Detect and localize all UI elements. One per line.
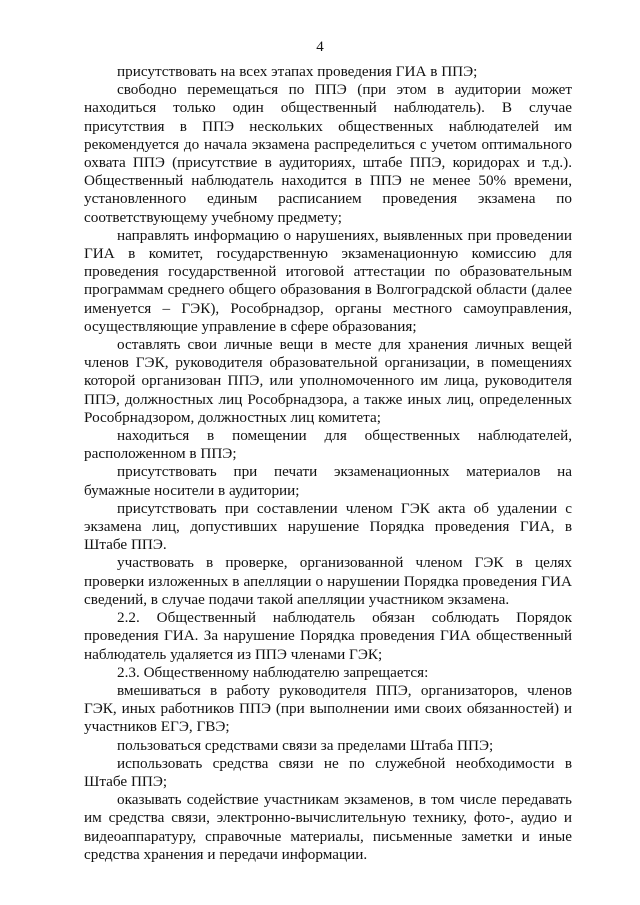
paragraph: присутствовать на всех этапах проведения ГИА в ППЭ; [117,63,478,80]
document-body [84,63,572,864]
paragraph: 2.3. Общественному наблюдателю запрещается: [117,663,429,681]
paragraph: оказывать содействие участникам экзаменов, в том числе передавать им средства связи, электронно-вычислительную технику, фото-, аудио и видеоаппаратуру, справочные материалы, письменные заметки и иные средства хранения и передачи информации. [84,791,572,863]
paragraph: присутствовать при составлении членом ГЭК акта об удалении с экзамена лиц, допустивших нарушение Порядка проведения ГИА, в Штабе ППЭ. [84,499,572,554]
paragraph: направлять информацию о нарушениях, выявленных при проведении ГИА в комитет, государственную экзаменационную комиссию для проведения государственной итоговой аттестации по образовательным программам среднего общего образования в Волгоградской области (далее именуется – ГЭК), Рособрнадзор, органы местного самоуправления, осуществляющие управление в сфере образования; [84,226,572,335]
paragraph: свободно перемещаться по ППЭ (при этом в аудитории может находиться только один общественный наблюдатель). В случае присутствия в ППЭ нескольких общественных наблюдателей им рекомендуется до начала экзамена распределиться с учетом оптимального охвата ППЭ (присутствие в аудиториях, штабе ППЭ, коридорах и т.д.). Общественный наблюдатель находится в ППЭ не менее 50% времени, установленного единым расписанием проведения экзамена по соответствующему учебному предмету; [84,81,572,226]
paragraph: вмешиваться в работу руководителя ППЭ, организаторов, членов ГЭК, иных работников ППЭ (при выполнении ими своих обязанностей) и участников ЕГЭ, ГВЭ; [84,681,572,736]
paragraph: находиться в помещении для общественных наблюдателей, расположенном в ППЭ; [84,427,572,463]
paragraph: участвовать в проверке, организованной членом ГЭК в целях проверки изложенных в апелляции о нарушении Порядка проведения ГИА сведений, в случае подачи такой апелляции участником экзамена. [84,554,572,608]
page-number: 4 [316,39,324,55]
paragraph: пользоваться средствами связи за пределами Штаба ППЭ; [117,736,494,754]
paragraph: присутствовать при печати экзаменационных материалов на бумажные носители в аудитории; [84,463,572,499]
paragraph: оставлять свои личные вещи в месте для хранения личных вещей членов ГЭК, руководителя образовательной организации, в помещениях которой организован ППЭ, или уполномоченного им лица, руководителя ППЭ, должностных лиц Рособрнадзора, а также иных лиц, определенных Рособрнадзором, должностных лиц комитета; [84,336,572,426]
paragraph: использовать средства связи не по служебной необходимости в Штабе ППЭ; [84,754,572,790]
paragraph: 2.2. Общественный наблюдатель обязан соблюдать Порядок проведения ГИА. За нарушение Порядка проведения ГИА общественный наблюдатель удаляется из ППЭ членами ГЭК; [84,609,572,663]
